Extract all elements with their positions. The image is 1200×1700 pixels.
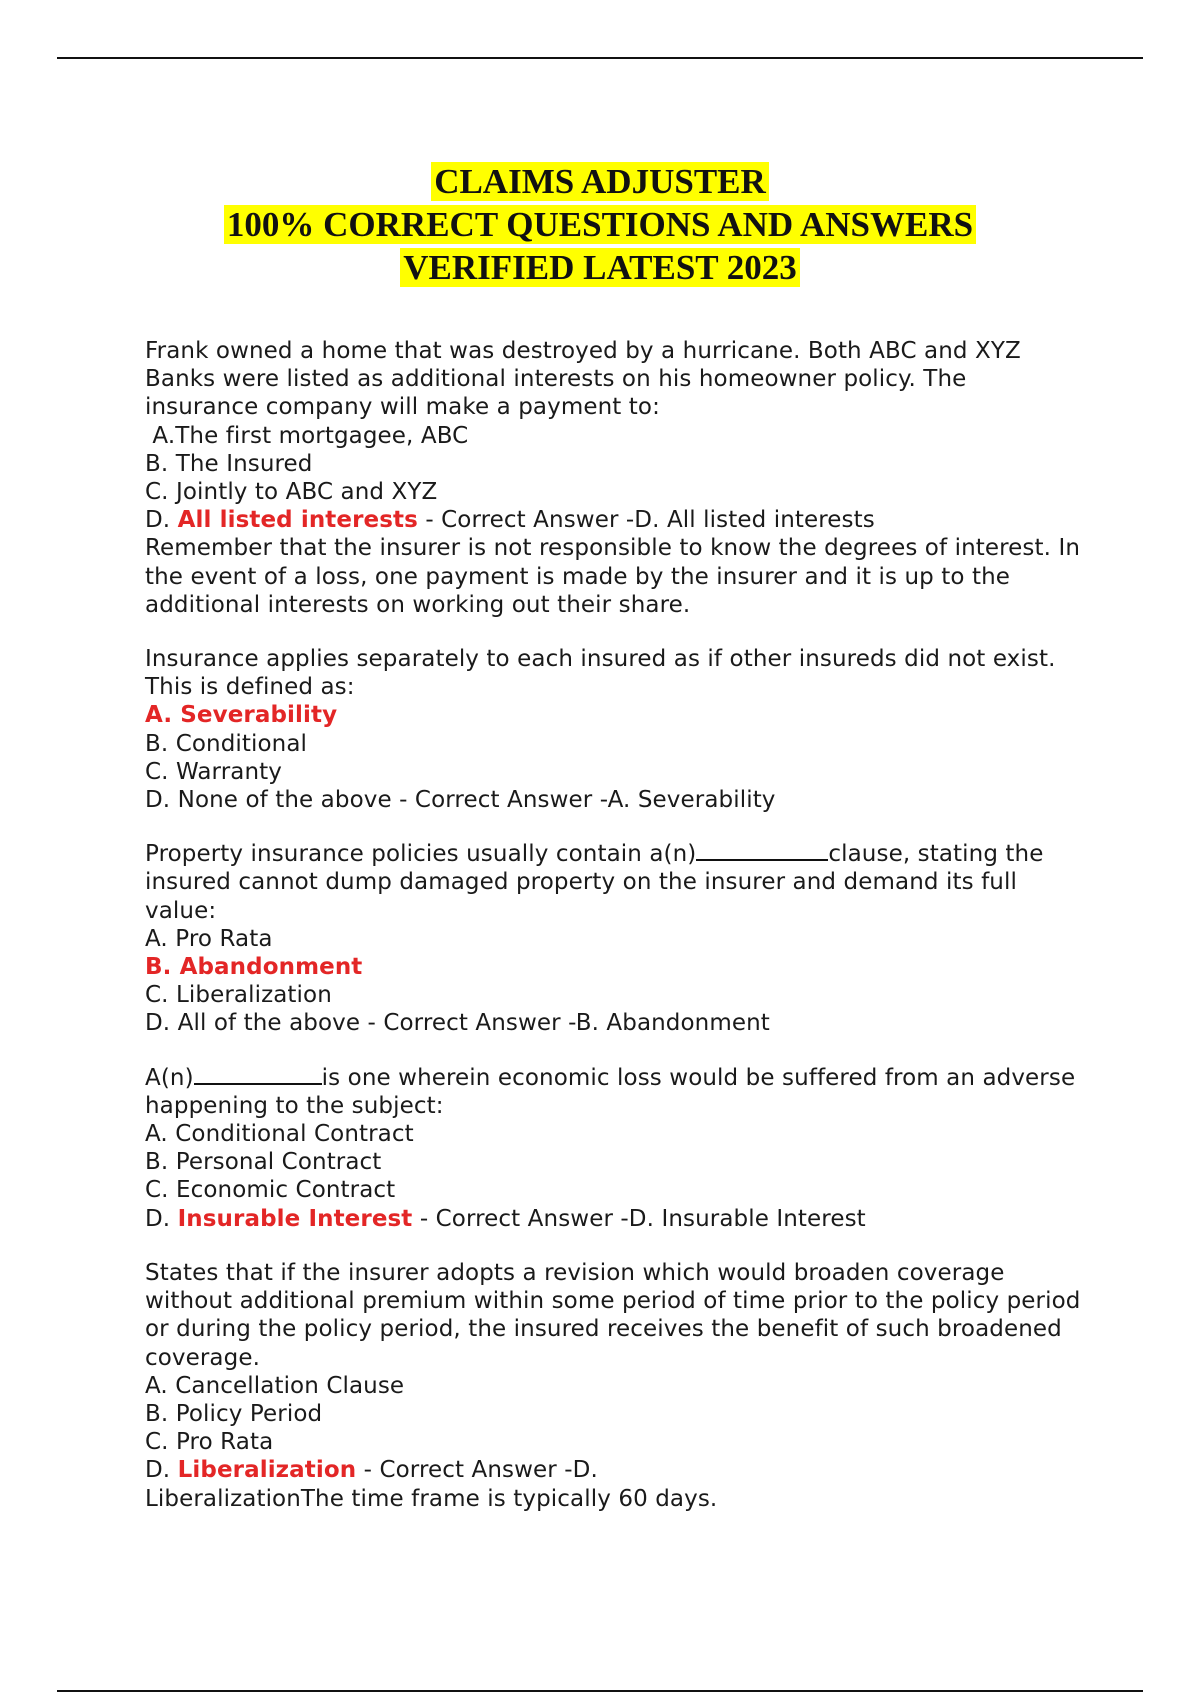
option-d: D. All listed interests - Correct Answer -D. All listed interests (145, 507, 875, 534)
option-b-correct: B. Abandonment (145, 954, 363, 981)
answer-explanation: Remember that the insurer is not responsible to know the degrees of interest. In the event of a loss, one payment is made by the insurer and it is up to the additional interests on working out their share. (145, 535, 1081, 618)
correct-answer-highlight: All listed interests (177, 507, 418, 534)
option-b: B. Conditional (145, 730, 308, 757)
question-1 (145, 337, 1085, 619)
document-title (0, 160, 1200, 289)
option-a-correct: A. Severability (145, 702, 338, 729)
question-3 (145, 840, 1085, 1037)
option-b: B. The Insured (145, 450, 313, 477)
question-4 (145, 1064, 1085, 1233)
option-d: D. Liberalization - Correct Answer -D. (145, 1457, 598, 1484)
option-d: D. None of the above - Correct Answer -A. Severability (145, 787, 776, 814)
option-c: C. Jointly to ABC and XYZ (145, 479, 438, 506)
option-b: B. Policy Period (145, 1400, 323, 1427)
option-d: D. Insurable Interest - Correct Answer -D. Insurable Interest (145, 1205, 866, 1232)
question-stem: States that if the insurer adopts a revision which would broaden coverage without additional premium within some period of time prior to the policy period or during the policy period, the insured receives the benefit of such broadened coverage. (145, 1259, 1081, 1371)
option-a: A. Cancellation Clause (145, 1372, 405, 1399)
answer-explanation: LiberalizationThe time frame is typically 60 days. (145, 1485, 718, 1512)
question-5 (145, 1259, 1085, 1513)
question-stem: Insurance applies separately to each insured as if other insureds did not exist. This is defined as: (145, 646, 1056, 701)
option-d: D. All of the above - Correct Answer -B. Abandonment (145, 1010, 770, 1037)
option-a: A. Conditional Contract (145, 1121, 414, 1148)
fill-in-blank (696, 841, 828, 861)
question-stem: Property insurance policies usually contain a(n) clause, stating the insured cannot dump damaged property on the insurer and demand its full value: (145, 841, 1044, 924)
correct-answer-highlight: Liberalization (177, 1457, 357, 1484)
option-a: A. Pro Rata (145, 925, 273, 952)
top-rule (57, 57, 1143, 59)
question-stem: Frank owned a home that was destroyed by a hurricane. Both ABC and XYZ Banks were listed as additional interests on his homeowner policy. The insurance company will make a payment to: (145, 338, 1021, 421)
option-c: C. Warranty (145, 758, 282, 785)
option-c: C. Liberalization (145, 982, 332, 1009)
option-c: C. Economic Contract (145, 1177, 396, 1204)
option-c: C. Pro Rata (145, 1429, 274, 1456)
title-line-1: CLAIMS ADJUSTER (0, 160, 1200, 203)
correct-answer-highlight: Insurable Interest (177, 1205, 413, 1232)
title-line-3: VERIFIED LATEST 2023 (0, 246, 1200, 289)
questions-list (145, 337, 1085, 1539)
option-a: A.The first mortgagee, ABC (145, 422, 469, 449)
fill-in-blank (194, 1065, 322, 1085)
bottom-rule (57, 1690, 1143, 1692)
question-stem: A(n) is one wherein economic loss would be suffered from an adverse happening to the subject: (145, 1064, 1076, 1119)
question-2 (145, 645, 1085, 814)
option-b: B. Personal Contract (145, 1149, 382, 1176)
title-line-2: 100% CORRECT QUESTIONS AND ANSWERS (0, 203, 1200, 246)
